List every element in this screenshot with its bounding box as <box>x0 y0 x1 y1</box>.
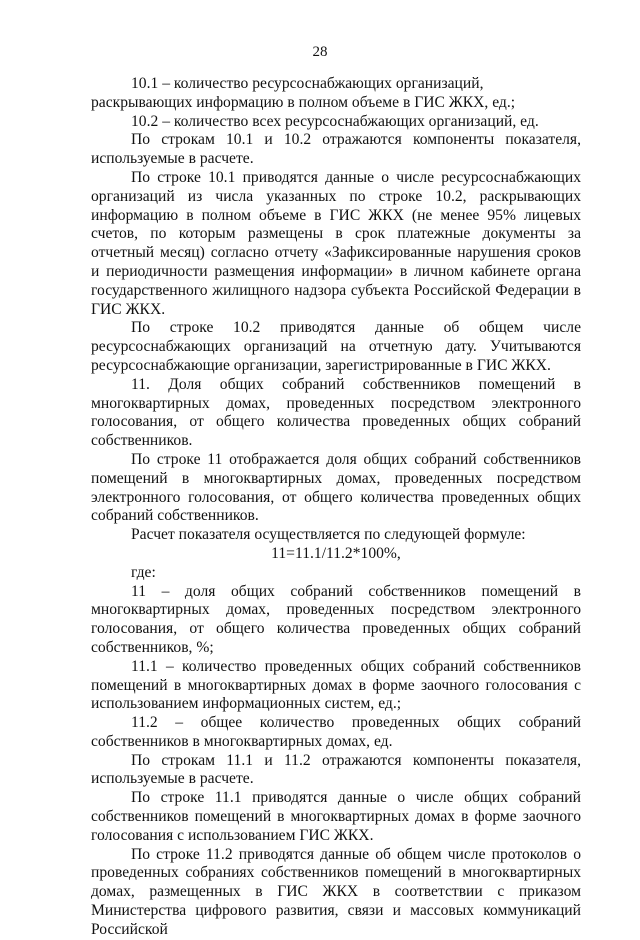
paragraph: 10.1 – количество ресурсоснабжающих организаций, раскрывающих информацию в полном объеме в ГИС ЖКХ, ед.; <box>91 75 516 111</box>
where-label: где: <box>131 563 156 581</box>
paragraph: По строке 11.2 приводятся данные об общем числе протоколов о проведенных собраниях собственников помещений в многоквартирных домах, размещенных в ГИС ЖКХ в соответствии с приказом Министерства цифрового развития, связи и массовых коммуникаций Российской <box>91 845 581 938</box>
paragraph: По строкам 10.1 и 10.2 отражаются компоненты показателя, используемые в расчете. <box>91 131 581 168</box>
paragraph: По строке 10.2 приводятся данные об общем числе ресурсоснабжающих организаций на отчетную дату. Учитываются ресурсоснабжающие организации, зарегистрированные в ГИС ЖКХ. <box>91 319 581 374</box>
document-body <box>91 75 581 940</box>
paragraph: 10.2 – количество всех ресурсоснабжающих организаций, ед. <box>131 112 539 130</box>
paragraph: 11. Доля общих собраний собственников помещений в многоквартирных домах, проведенных посредством электронного голосования, от общего количества проведенных общих собраний собственников. <box>91 375 581 450</box>
paragraph: По строке 11.1 приводятся данные о числе общих собраний собственников помещений в многоквартирных домах в форме заочного голосования с использованием ГИС ЖКХ. <box>91 789 581 844</box>
paragraph: По строкам 11.1 и 11.2 отражаются компоненты показателя, используемые в расчете. <box>91 751 581 788</box>
paragraph: Расчет показателя осуществляется по следующей формуле: <box>131 526 526 544</box>
paragraph: 11 – доля общих собраний собственников помещений в многоквартирных домах, проведенных посредством электронного голосования, от общего количества проведенных общих собраний собственников, %; <box>91 582 581 656</box>
paragraph: По строке 10.1 приводятся данные о числе ресурсоснабжающих организаций из числа указанных по строке 10.2, раскрывающих информацию в полном объеме в ГИС ЖКХ (не менее 95% лицевых счетов, по которым размещены в срок платежные документы за отчетный месяц) согласно отчету «Зафиксированные нарушения сроков и периодичности размещения информации» в личном кабинете органа государственного жилищного надзора субъекта Российской Федерации в ГИС ЖКХ. <box>91 168 581 318</box>
page-number: 28 <box>312 44 328 60</box>
paragraph: По строке 11 отображается доля общих собраний собственников помещений в многоквартирных домах, проведенных посредством электронного голосования, от общего количества проведенных общих собраний собственников. <box>91 450 581 525</box>
paragraph: 11.1 – количество проведенных общих собраний собственников помещений в многоквартирных домах в форме заочного голосования с использованием информационных систем, ед.; <box>91 657 581 713</box>
formula: 11=11.1/11.2*100%, <box>271 544 401 562</box>
paragraph: 11.2 – общее количество проведенных общих собраний собственников в многоквартирных домах, ед. <box>91 714 581 750</box>
